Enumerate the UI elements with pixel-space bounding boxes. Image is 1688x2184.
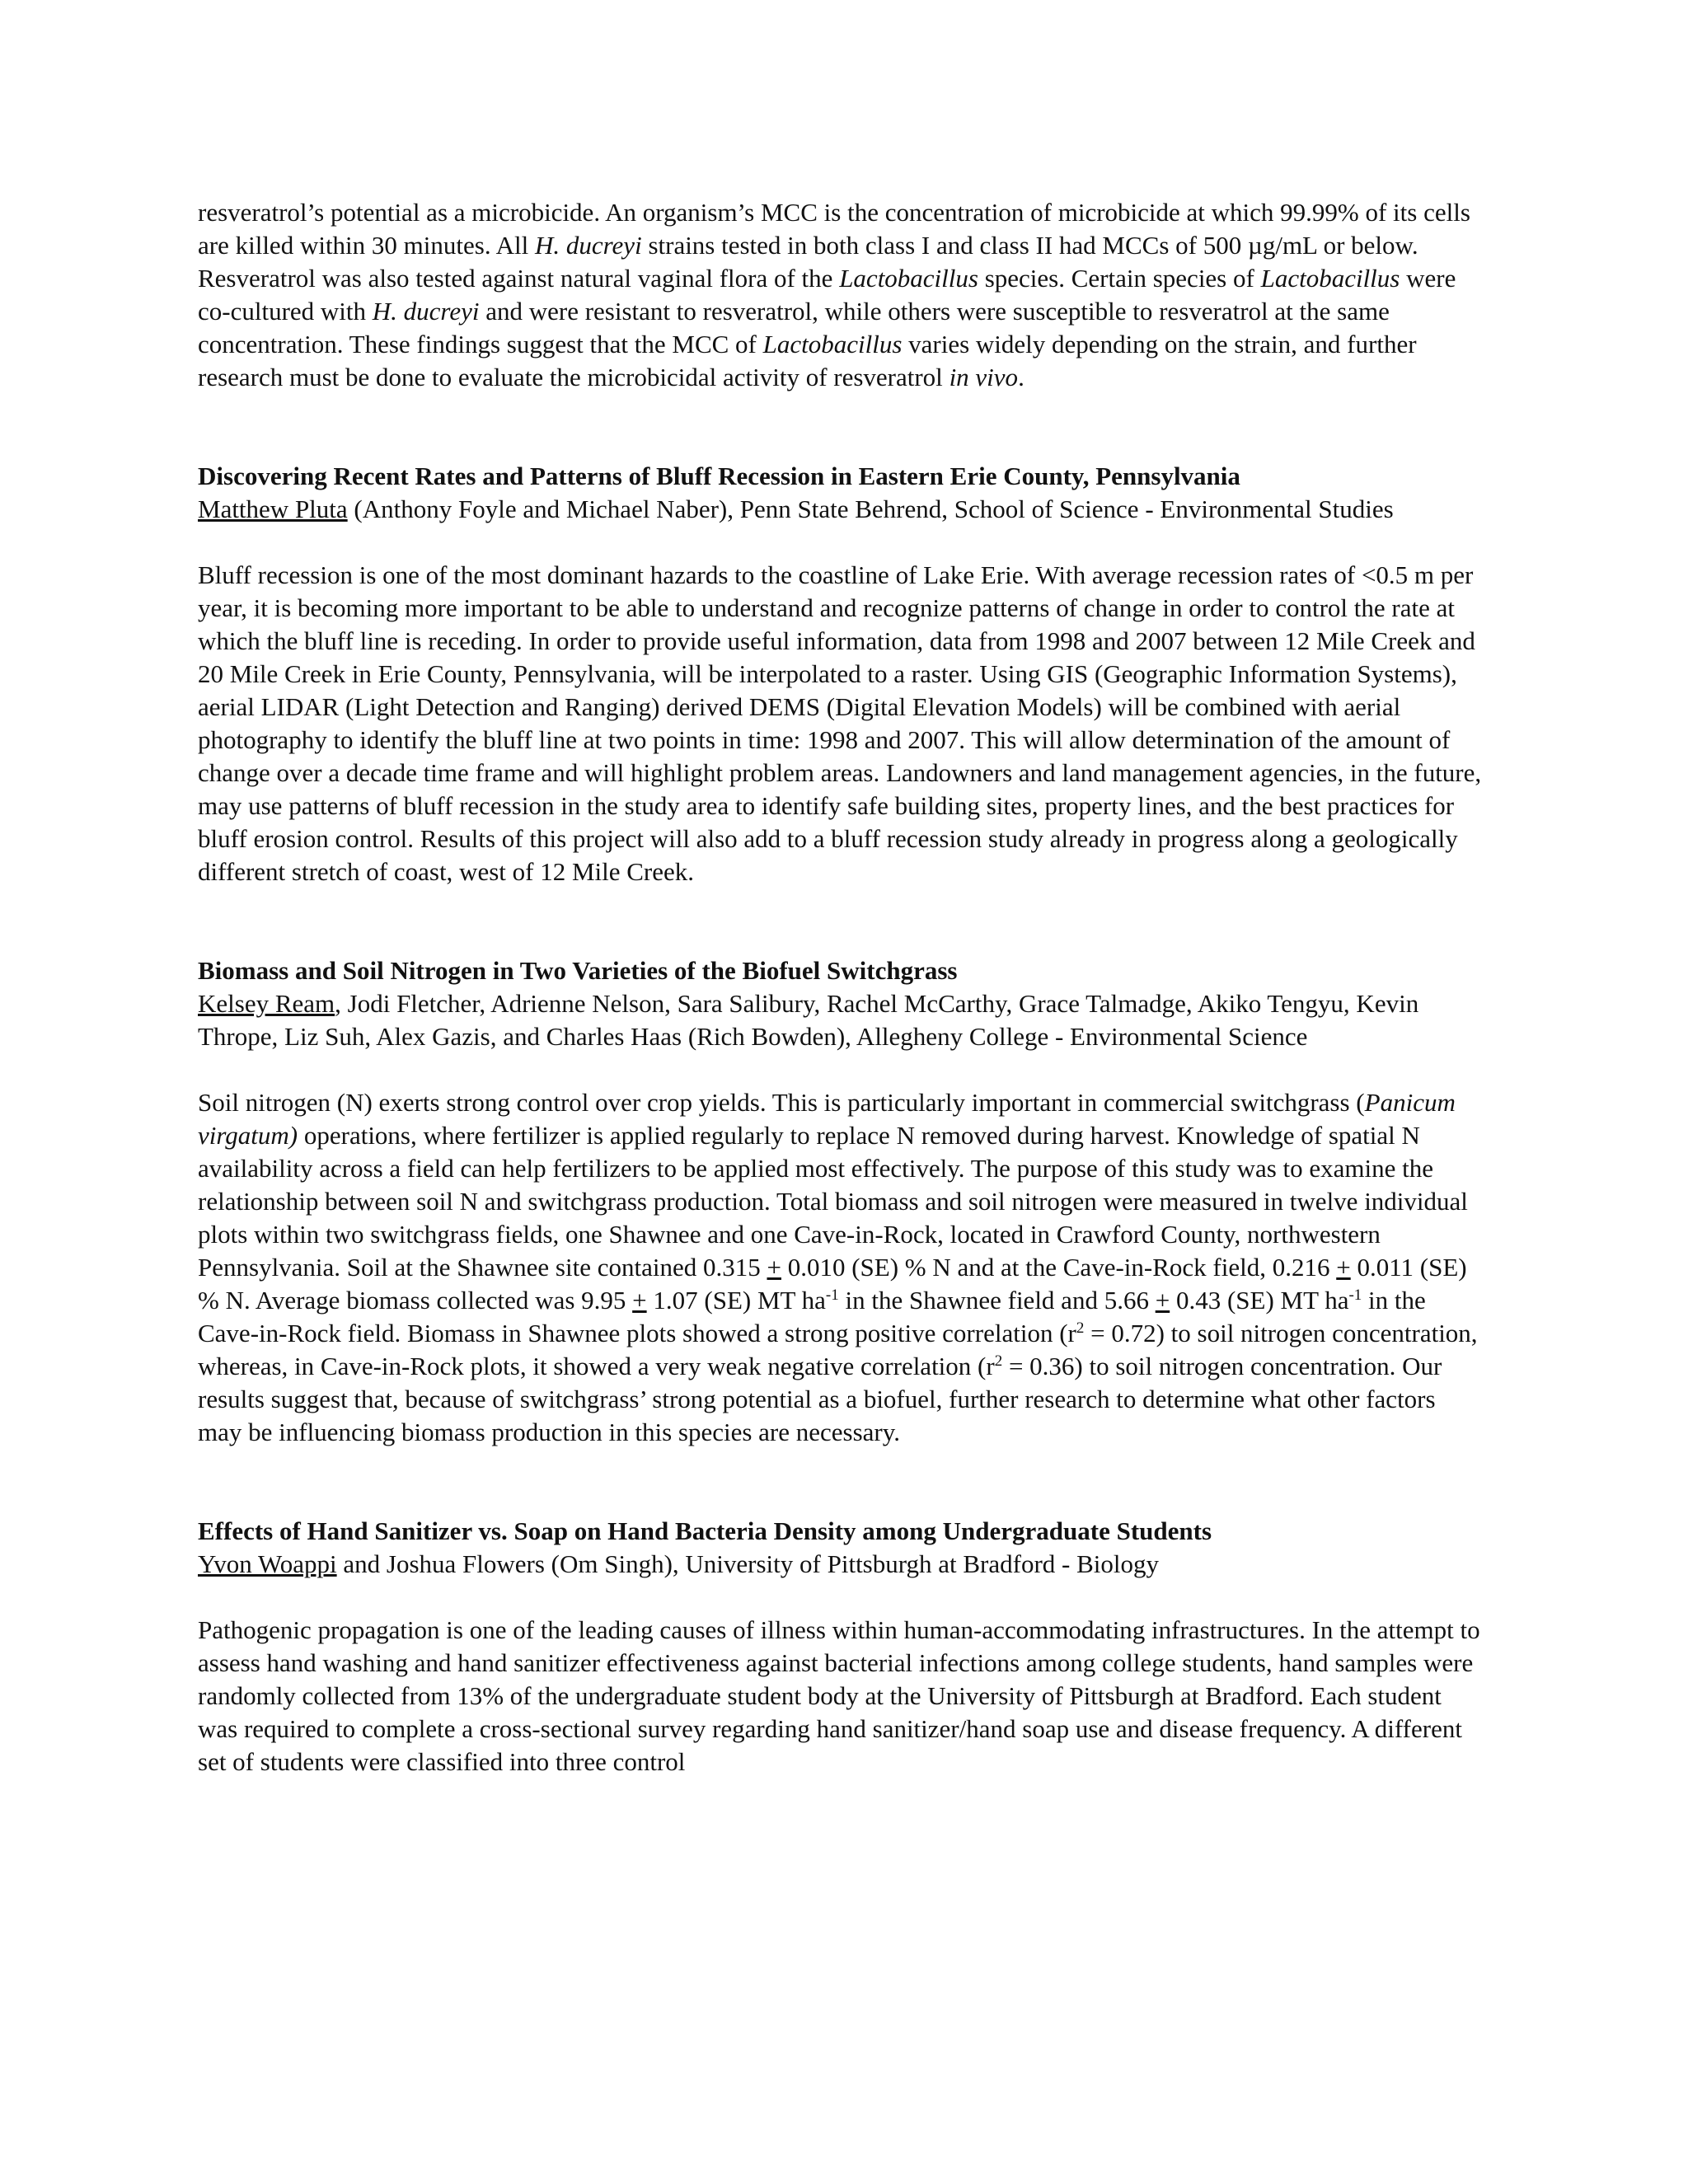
text-run: and were resistant to resveratrol, while others were susceptible to resveratrol at the same concentration. These findings suggest that the MCC of xyxy=(198,297,1390,359)
italic-run: Lactobacillus xyxy=(1260,264,1400,293)
text-run: = 0.36) to soil nitrogen concentration. Our results suggest that, because of switchgrass’ strong potential as a biofuel, further research to determine what other factors may be influencing biomass production in this species are necessary. xyxy=(198,1352,1442,1446)
text-run: resveratrol’s potential as a microbicide. An organism’s MCC is the concentration of microbicide at which 99.99% of its cells are killed within 30 minutes. All xyxy=(198,198,1470,260)
abstract-authors xyxy=(198,987,1484,1053)
text-run: 0.010 (SE) % N and at the Cave-in-Rock field, 0.216 xyxy=(781,1253,1337,1282)
text-run: varies widely depending on the strain, and further research must be done to evaluate the microbicidal activity of resveratrol xyxy=(198,330,1417,391)
abstract-title: Biomass and Soil Nitrogen in Two Varieties of the Biofuel Switchgrass xyxy=(198,956,958,985)
abstract-authors xyxy=(198,1548,1484,1581)
text-run: species. Certain species of xyxy=(978,264,1261,293)
superscript: -1 xyxy=(825,1286,839,1304)
plus-minus-sign: + xyxy=(632,1286,647,1315)
intro-paragraph xyxy=(198,196,1484,394)
superscript: 2 xyxy=(1076,1319,1085,1337)
superscript: -1 xyxy=(1348,1286,1362,1304)
abstract-title: Discovering Recent Rates and Patterns of Bluff Recession in Eastern Erie County, Pennsylvania xyxy=(198,462,1240,490)
italic-run: H. ducreyi xyxy=(372,297,480,326)
presenter-name: Matthew Pluta xyxy=(198,494,348,523)
text-run: were co-cultured with xyxy=(198,264,1456,326)
italic-run: H. ducreyi xyxy=(534,231,642,260)
italic-run: Panicum virgatum) xyxy=(198,1088,1456,1150)
abstract-body xyxy=(198,1086,1484,1449)
text-run: 0.011 (SE) % N. Average biomass collected was 9.95 xyxy=(198,1253,1467,1315)
text-run: in the Cave-in-Rock field. Biomass in Shawnee plots showed a strong positive correlation (r xyxy=(198,1286,1426,1347)
text-run: operations, where fertilizer is applied regularly to replace N removed during harvest. Knowledge of spatial N availability across a field can help fertilizers to be applied most effectively. The purpose of this study was to examine the relationship between soil N and switchgrass production. Total biomass and soil nitrogen were measured in twelve individual plots within two switchgrass fields, one Shawnee and one Cave-in-Rock, located in Crawford County, northwestern Pennsylvania. Soil at the Shawnee site contained 0.315 xyxy=(198,1121,1468,1282)
text-run: Soil nitrogen (N) exerts strong control over crop yields. This is particularly important in commercial switchgrass ( xyxy=(198,1088,1365,1117)
text-run: in the Shawnee field and 5.66 xyxy=(838,1286,1156,1315)
plus-minus-sign: + xyxy=(1155,1286,1170,1315)
text-run: strains tested in both class I and class II had MCCs of 500 µg/mL or below. Resveratrol was also tested against natural vaginal flora of the xyxy=(198,231,1418,293)
italic-run: Lactobacillus xyxy=(839,264,978,293)
text-run: = 0.72) to soil nitrogen concentration, whereas, in Cave-in-Rock plots, it showed a very weak negative correlation (r xyxy=(198,1319,1478,1380)
abstract-body: Pathogenic propagation is one of the leading causes of illness within human-accommodating infrastructures. In the attempt to assess hand washing and hand sanitizer effectiveness against bacterial infections among college students, hand samples were randomly collected from 13% of the undergraduate student body at the University of Pittsburgh at Bradford. Each student was required to complete a cross-sectional survey regarding hand sanitizer/hand soap use and disease frequency. A different set of students were classified into three control xyxy=(198,1615,1480,1776)
abstract-title: Effects of Hand Sanitizer vs. Soap on Hand Bacteria Density among Undergraduate Students xyxy=(198,1516,1212,1545)
superscript: 2 xyxy=(994,1352,1003,1370)
abstract-body: Bluff recession is one of the most dominant hazards to the coastline of Lake Erie. With average recession rates of <0.5 m per year, it is becoming more important to be able to understand and recognize patterns of change in order to control the rate at which the bluff line is receding. In order to provide useful information, data from 1998 and 2007 between 12 Mile Creek and 20 Mile Creek in Erie County, Pennsylvania, will be interpolated to a raster. Using GIS (Geographic Information Systems), aerial LIDAR (Light Detection and Ranging) derived DEMS (Digital Elevation Models) will be combined with aerial photography to identify the bluff line at two points in time: 1998 and 2007. This will allow determination of the amount of change over a decade time frame and will highlight problem areas. Landowners and land management agencies, in the future, may use patterns of bluff recession in the study area to identify safe building sites, property lines, and the best practices for bluff erosion control. Results of this project will also add to a bluff recession study already in progress along a geologically different stretch of coast, west of 12 Mile Creek. xyxy=(198,560,1482,886)
author-affiliation: and Joshua Flowers (Om Singh), University of Pittsburgh at Bradford - Biology xyxy=(336,1549,1160,1578)
text-run: 0.43 (SE) MT ha xyxy=(1170,1286,1349,1315)
italic-run: in vivo xyxy=(949,363,1019,391)
presenter-name: Kelsey Ream xyxy=(198,989,335,1018)
abstract-authors xyxy=(198,493,1484,526)
presenter-name: Yvon Woappi xyxy=(198,1549,337,1578)
plus-minus-sign: + xyxy=(767,1253,781,1282)
author-affiliation: , Jodi Fletcher, Adrienne Nelson, Sara Salibury, Rachel McCarthy, Grace Talmadge, Akiko Tengyu, Kevin Thrope, Liz Suh, Alex Gazis, and Charles Haas (Rich Bowden), Allegheny College - Environmental Science xyxy=(198,989,1419,1051)
document-page xyxy=(198,196,1484,1779)
author-affiliation: (Anthony Foyle and Michael Naber), Penn State Behrend, School of Science - Environmental Studies xyxy=(347,494,1394,523)
text-run: 1.07 (SE) MT ha xyxy=(646,1286,826,1315)
plus-minus-sign: + xyxy=(1336,1253,1351,1282)
italic-run: Lactobacillus xyxy=(762,330,903,359)
text-run: . xyxy=(1018,363,1025,391)
